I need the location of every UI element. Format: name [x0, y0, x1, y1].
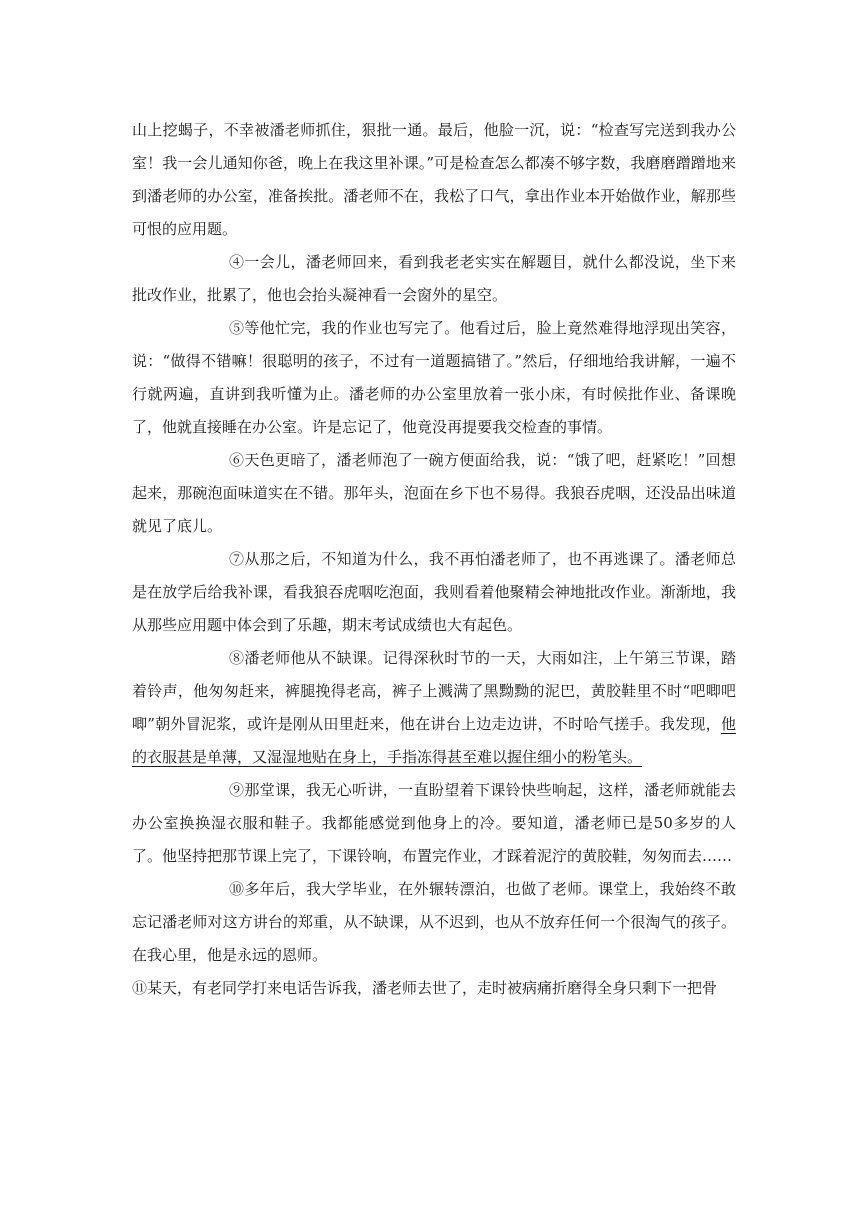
- paragraph-p5: [132, 312, 736, 444]
- paragraph-p7: [132, 543, 736, 642]
- paragraph-p3: [132, 114, 736, 246]
- paragraph-text: ⑩多年后，我大学毕业，在外辗转漂泊，也做了老师。课堂上，我始终不敢忘记潘老师对这方讲台的郑重，从不缺课，从不迟到，也从不放弃任何一个很淘气的孩子。在我心里，他是永远的恩师。: [132, 880, 736, 964]
- paragraph-p8: [132, 642, 736, 774]
- paragraph-text: ⑤等他忙完，我的作业也写完了。他看过后，脸上竟然难得地浮现出笑容，说：“做得不错嘛！很聪明的孩子，不过有一道题搞错了。”然后，仔细地给我讲解，一遍不行就两遍，直讲到我听懂为止。潘老师的办公室里放着一张小床，有时候批作业、备课晚了，他就直接睡在办公室。许是忘记了，他竟没再提要我交检查的事情。: [132, 319, 736, 436]
- paragraph-text: ⑧潘老师他从不缺课。记得深秋时节的一天，大雨如注，上午第三节课，踏着铃声，他匆匆赶来，裤腿挽得老高，裤子上溅满了黑黝黝的泥巴，黄胶鞋里不时“吧唧吧唧”朝外冒泥浆，或许是刚从田里赶来，他在讲台上边走边讲，不时哈气搓手。我发现，: [132, 649, 736, 733]
- paragraph-p4: [132, 246, 736, 312]
- paragraph-text: ④一会儿，潘老师回来，看到我老老实实在解题目，就什么都没说，坐下来批改作业，批累了，他也会抬头凝神看一会窗外的星空。: [132, 253, 736, 304]
- paragraph-text: ⑨那堂课，我无心听讲，一直盼望着下课铃快些响起，这样，潘老师就能去办公室换换湿衣服和鞋子。我都能感觉到他身上的冷。要知道，潘老师已是50多岁的人了。他坚持把那节课上完了，下课铃响，布置完作业，才踩着泥泞的黄胶鞋，匆匆而去……: [132, 781, 736, 865]
- paragraph-p10: [132, 873, 736, 972]
- paragraph-p9: [132, 774, 736, 873]
- paragraph-text: 山上挖蝎子，不幸被潘老师抓住，狠批一通。最后，他脸一沉，说：“检查写完送到我办公室！我一会儿通知你爸，晚上在我这里补课。”可是检查怎么都凑不够字数，我磨磨蹭蹭地来到潘老师的办公室，准备挨批。潘老师不在，我松了口气，拿出作业本开始做作业，解那些可恨的应用题。: [132, 121, 736, 238]
- article-body: [132, 114, 736, 1005]
- paragraph-text: ⑥天色更暗了，潘老师泡了一碗方便面给我，说：“饿了吧，赶紧吃！”回想起来，那碗泡面味道实在不错。那年头，泡面在乡下也不易得。我狼吞虎咽，还没品出味道就见了底儿。: [132, 451, 736, 535]
- paragraph-text: ⑦从那之后，不知道为什么，我不再怕潘老师了，也不再逃课了。潘老师总是在放学后给我补课，看我狼吞虎咽吃泡面，我则看着他聚精会神地批改作业。渐渐地，我从那些应用题中体会到了乐趣，期末考试成绩也大有起色。: [132, 550, 736, 634]
- paragraph-p11: [132, 972, 736, 1005]
- paragraph-p6: [132, 444, 736, 543]
- paragraph-text: ⑪某天，有老同学打来电话告诉我，潘老师去世了，走时被病痛折磨得全身只剩下一把骨: [132, 979, 718, 997]
- underlined-sentence: 他的衣服甚是单薄，又湿湿地贴在身上，手指冻得甚至难以握住细小的粉笔头。: [132, 715, 736, 766]
